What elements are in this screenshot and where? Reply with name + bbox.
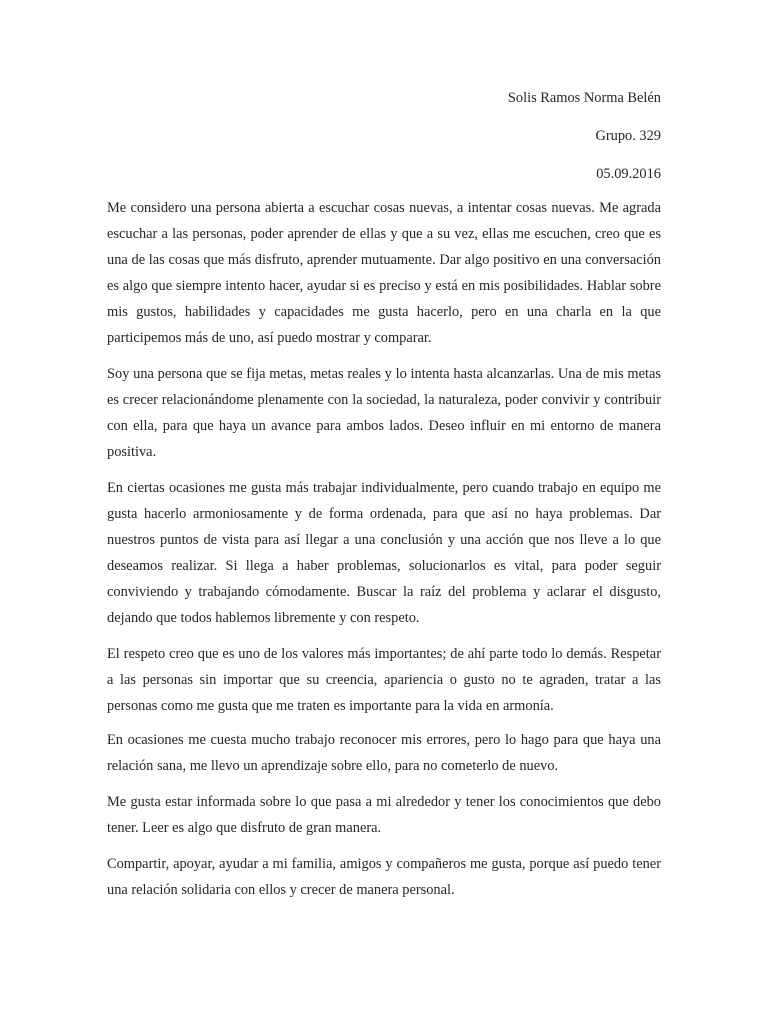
paragraph-6: Me gusta estar informada sobre lo que pasa a mi alrededor y tener los conocimientos que debo tener. Leer es algo que disfruto de gran manera.: [107, 794, 661, 836]
paragraph-2: Soy una persona que se fija metas, metas reales y lo intenta hasta alcanzarlas. Una de mis metas es crecer relacionándome plenamente con la sociedad, la naturaleza, poder convivir y contribuir con ella, para que haya un avance para ambos lados. Deseo influir en mi entorno de manera positiva.: [107, 366, 661, 460]
paragraph-3: En ciertas ocasiones me gusta más trabajar individualmente, pero cuando trabajo en equipo me gusta hacerlo armoniosamente y de forma ordenada, para que así no haya problemas. Dar nuestros puntos de vista para así llegar a una conclusión y una acción que nos lleve a lo que deseamos realizar. Si llega a haber problemas, solucionarlos es vital, para poder seguir conviviendo y trabajando cómodamente. Buscar la raíz del problema y aclarar el disgusto, dejando que todos hablemos libremente y con respeto.: [107, 480, 661, 626]
author-name: Solis Ramos Norma Belén: [507, 90, 661, 106]
paragraph-4: El respeto creo que es uno de los valores más importantes; de ahí parte todo lo demás. Respetar a las personas sin importar que su creencia, apariencia o gusto no te agraden, tratar a las personas como me gusta que me traten es importante para la vida en armonía.: [107, 646, 661, 714]
document-body: [107, 88, 661, 913]
paragraph-1: Me considero una persona abierta a escuchar cosas nuevas, a intentar cosas nuevas. Me agrada escuchar a las personas, poder aprender de ellas y que a su vez, ellas me escuchen, creo que es una de las cosas que más disfruto, aprender mutuamente. Dar algo positivo en una conversación es algo que siempre intento hacer, ayudar si es preciso y está en mis posibilidades. Hablar sobre mis gustos, habilidades y capacidades me gusta hacerlo, pero en una charla en la que participemos más de uno, así puedo mostrar y comparar.: [107, 200, 661, 346]
document-date: 05.09.2016: [596, 166, 661, 182]
paragraph-7: Compartir, apoyar, ayudar a mi familia, amigos y compañeros me gusta, porque así puedo tener una relación solidaria con ellos y crecer de manera personal.: [107, 856, 661, 898]
group-label: Grupo. 329: [595, 128, 661, 144]
paragraph-5: En ocasiones me cuesta mucho trabajo reconocer mis errores, pero lo hago para que haya una relación sana, me llevo un aprendizaje sobre ello, para no cometerlo de nuevo.: [107, 732, 661, 774]
